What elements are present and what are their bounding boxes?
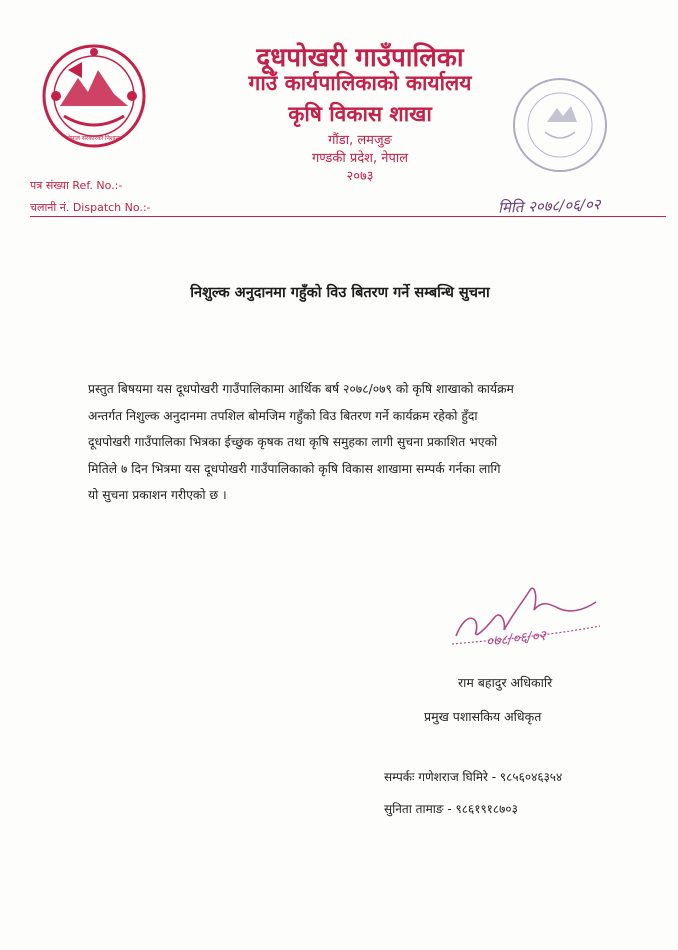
office-title: गाउँ कार्यपालिकाको कार्यालय xyxy=(248,71,472,95)
emblem-caption: नेपाल सरकारको निशाना xyxy=(67,135,121,142)
contact-line-1: सम्पर्कः गणेशराज घिमिरे - ९८५६०४६३५४ xyxy=(384,770,563,784)
body-line: प्रस्तुत बिषयमा यस दूधपोखरी गाउँपालिकामा आर्थिक बर्ष २०७८/०७९ को कृषि शाखाको कार्यक्रम xyxy=(88,382,514,396)
handwritten-date: मिति २०७८/०६/०२ xyxy=(497,195,601,217)
body-line: यो सुचना प्रकाशन गरीएको छ । xyxy=(88,488,227,502)
notice-subject: निशुल्क अनुदानमा गहुँको विउ बितरण गर्ने सम्बन्धि सुचना xyxy=(190,285,490,301)
government-emblem-icon xyxy=(38,40,150,152)
signatory-name: राम बहादुर अधिकारि xyxy=(458,675,553,690)
contact-line-2: सुनिता तामाङ - ९८६१९१८७०३ xyxy=(384,802,518,816)
letter-number-label: पत्र संख्या Ref. No.:- xyxy=(30,179,123,192)
handwritten-signature xyxy=(446,570,606,670)
body-line: मितिले ७ दिन भित्रमा यस दूधपोखरी गाउँपालिकाको कृषि विकास शाखामा सम्पर्क गर्नका लागि xyxy=(88,461,501,476)
notice-body xyxy=(88,376,648,509)
dispatch-number-label: चलानी नं. Dispatch No.:- xyxy=(30,201,151,214)
body-line: दूधपोखरी गाउँपालिका भित्रका ईच्छुक कृषक तथा कृषि समुहका लागी सुचना प्रकाशित भएको xyxy=(88,435,498,449)
address-line-2: गण्डकी प्रदेश, नेपाल xyxy=(311,151,409,166)
signatory-designation: प्रमुख पशासकिय अधिकृत xyxy=(424,709,542,724)
municipality-title: दूधपोखरी गाउँपालिका xyxy=(256,43,464,73)
branch-title: कृषि विकास शाखा xyxy=(288,102,432,126)
body-line: अन्तर्गत निशुल्क अनुदानमा तपशिल बोमजिम गहुँको विउ बितरण गर्ने कार्यक्रम रहेको हुँदा xyxy=(88,408,478,423)
office-seal-stamp xyxy=(505,70,615,180)
letterhead-divider xyxy=(30,216,666,217)
established-year: २०७३ xyxy=(346,169,374,184)
address-line-1: गौंडा, लमजुङ xyxy=(328,133,392,148)
signature-date: ०७८/०६/०२ xyxy=(485,627,547,651)
